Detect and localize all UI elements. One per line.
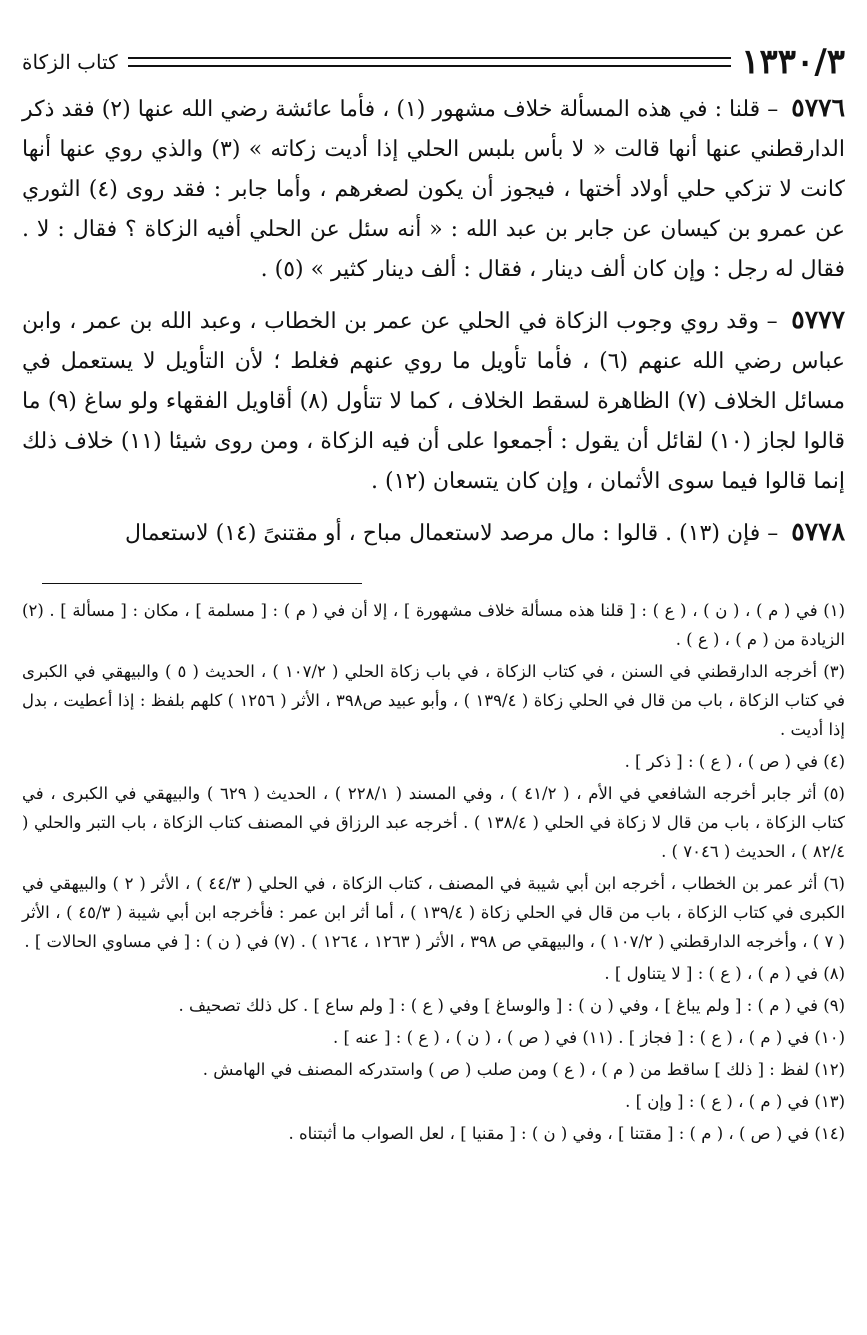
footnote: (١٣) في ( م ) ، ( ع ) : [ وإن ] . (625, 1092, 845, 1111)
footnote: (٤) في ( ص ) ، ( ع ) : [ ذكر ] . (624, 752, 845, 771)
paragraph-5776 (22, 88, 845, 290)
paragraph-5778 (22, 512, 845, 554)
paragraph-number: ٥٧٧٦ (791, 93, 845, 122)
paragraph-5777 (22, 300, 845, 502)
footnote: (١) في ( م ) ، ( ن ) ، ( ع ) : [ قلنا هذه مسألة خلاف مشهورة ] ، إلا أن في ( م ) : [ مسلمة ] ، مكان : [ مسألة ] . (٢) الزيادة من ( م ) ، ( ع ) . (22, 601, 845, 649)
page-number: ١٣٣٠/٣ (741, 42, 845, 82)
footnote: (٨) في ( م ) ، ( ع ) : [ لا يتناول ] . (604, 964, 845, 983)
header-rule (128, 57, 732, 67)
footnote-separator (42, 583, 362, 584)
footnote: (٦) أثر عمر بن الخطاب ، أخرجه ابن أبي شيبة في المصنف ، كتاب الزكاة ، في الحلي ( ٤٤/٣ ) ، الأثر ( ٢ ) والبيهقي في الكبرى في كتاب الزكاة ، باب من قال في الحلي زكاة ( ١٣٩/٤ ) ، أما أثر ابن عمر : فأخرجه ابن أبي شيبة ( ٤٥/٣ ) ، الأثر ( ٧ ) ، وأخرجه الدارقطني ( ١٠٧/٢ ) ، والبيهقي ص ٣٩٨ ، الأثر ( ١٢٦٣ ، ١٢٦٤ ) . (٧) في ( ن ) : [ في مساوي الحالات ] . (22, 874, 845, 951)
footnote: (١٢) لفظ : [ ذلك ] ساقط من ( م ) ، ( ع ) ومن صلب ( ص ) واستدركه المصنف في الهامش . (202, 1060, 845, 1079)
paragraph-number: ٥٧٧٧ (791, 305, 845, 334)
paragraph-number: ٥٧٧٨ (791, 517, 845, 546)
footnotes (22, 596, 845, 1151)
footnote: (٣) أخرجه الدارقطني في السنن ، في كتاب الزكاة ، في باب زكاة الحلي ( ١٠٧/٢ ) ، الحديث ( ٥ ) والبيهقي في الكبرى في كتاب الزكاة ، باب من قال في الحلي زكاة ( ١٣٩/٤ ) ، وأبو عبيد ص٣٩٨ ، الأثر ( ١٢٥٦ ) كلهم بلفظ : إذا أعطيت ، بدل إذا أديت . (22, 662, 846, 739)
paragraph-text: – قلنا : في هذه المسألة خلاف مشهور (١) ، فأما عائشة رضي الله عنها (٢) فقد ذكر الدارقطني عنها أنها قالت « لا بأس بلبس الحلي إذا أديت زكاته » (٣) والذي روي عنها أنها كانت لا تزكي حلي أولاد أختها ، فيجوز أن يكون لصغرهم ، وأما جابر : فقد روى (٤) الثوري عن عمرو بن كيسان عن جابر بن عبد الله : « أنه سئل عن الحلي أفيه الزكاة ؟ فقال : لا . فقال له رجل : وإن كان ألف دينار ، فقال : ألف دينار كثير » (٥) . (22, 97, 845, 282)
book-title: كتاب الزكاة (22, 50, 118, 74)
paragraph-text: – فإن (١٣) . قالوا : مال مرصد لاستعمال مباح ، أو مقتنىً (١٤) لاستعمال (124, 521, 779, 546)
footnote: (١٠) في ( م ) ، ( ع ) : [ فجاز ] . (١١) في ( ص ) ، ( ن ) ، ( ع ) : [ عنه ] . (333, 1028, 845, 1047)
paragraph-text: – وقد روي وجوب الزكاة في الحلي عن عمر بن الخطاب ، وعبد الله بن عمر ، وابن عباس رضي الله عنهم (٦) ، فأما تأويل ما روي عنهم فغلط ؛ لأن التأويل لا يستعمل في مسائل الخلاف (٧) الظاهرة لسقط الخلاف ، كما لا تتأول (٨) أقاويل الفقهاء ولو ساغ (٩) ما قالوا لجاز (١٠) لقائل أن يقول : أجمعوا على أن فيه الزكاة ، ومن روى شيئا (١١) خلاف ذلك إنما قالوا فيما سوى الأثمان ، وإن كان يتسعان (١٢) . (22, 309, 845, 494)
main-text (22, 88, 845, 564)
footnote: (١٤) في ( ص ) ، ( م ) : [ مقتنا ] ، وفي ( ن ) : [ مقنيا ] ، لعل الصواب ما أثبتناه . (288, 1124, 845, 1143)
footnote: (٩) في ( م ) : [ ولم يباغ ] ، وفي ( ن ) : [ والوساغ ] وفي ( ع ) : [ ولم ساع ] . كل ذلك تصحيف . (178, 996, 845, 1015)
running-header (22, 36, 845, 88)
footnote: (٥) أثر جابر أخرجه الشافعي في الأم ، ( ٤١/٢ ) ، وفي المسند ( ٢٢٨/١ ) ، الحديث ( ٦٢٩ ) والبيهقي في الكبرى ، في كتاب الزكاة ، باب من قال لا زكاة في الحلي ( ١٣٨/٤ ) . أخرجه عبد الرزاق في المصنف كتاب الزكاة ، باب التبر والحلي ( ٨٢/٤ ) ، الحديث ( ٧٠٤٦ ) . (22, 784, 845, 861)
